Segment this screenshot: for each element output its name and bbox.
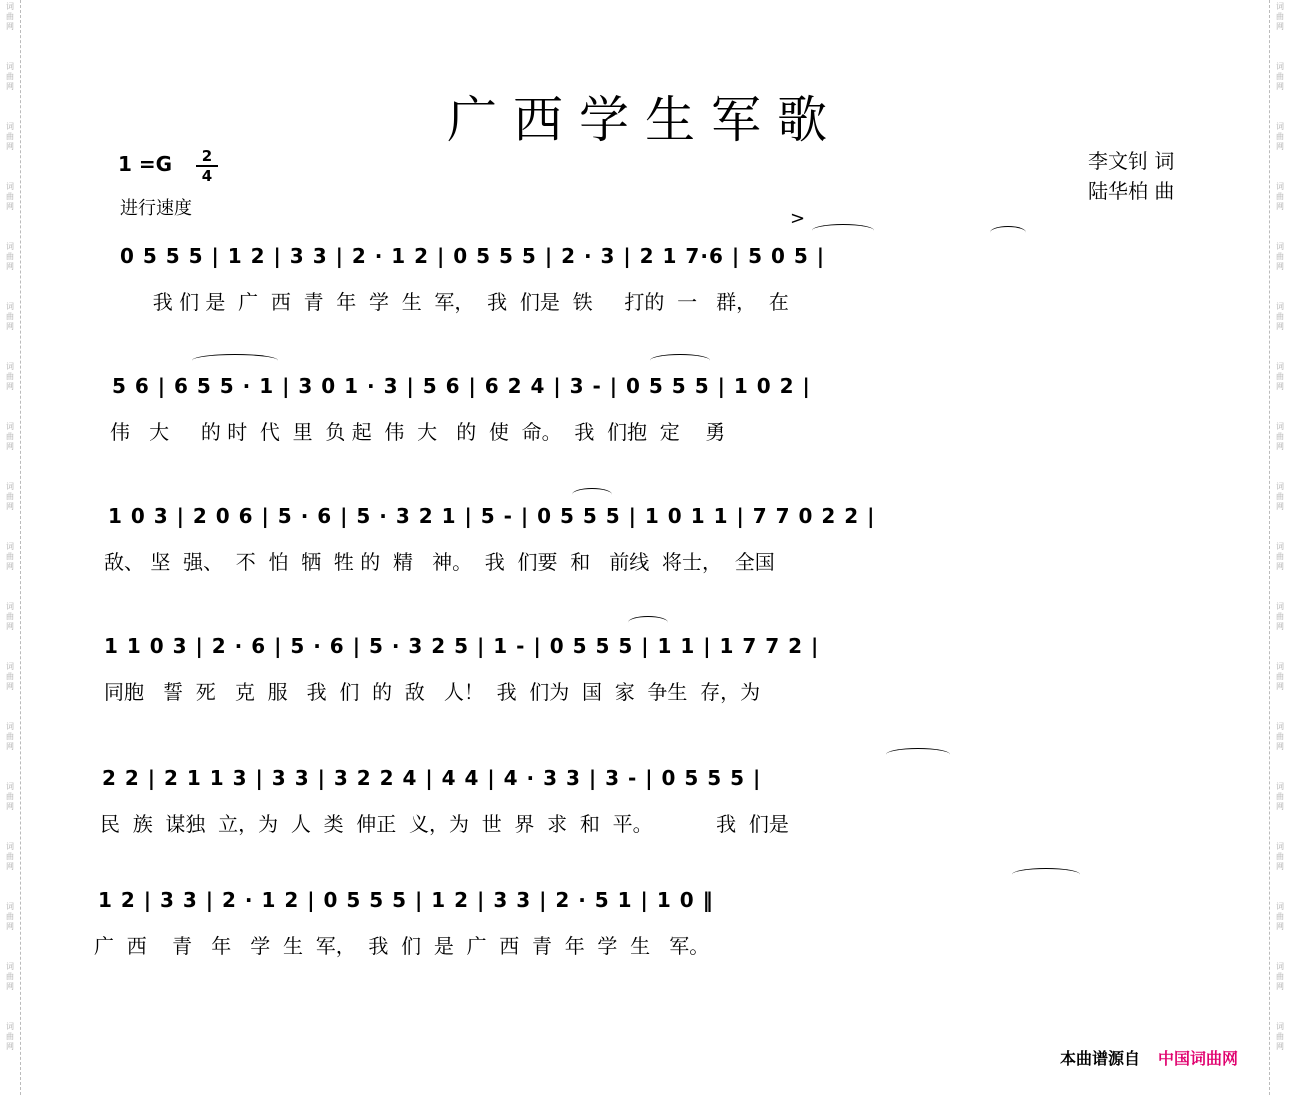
score-system-2 <box>0 366 1290 466</box>
source-brand-link[interactable]: 中国词曲网 <box>1158 1049 1239 1068</box>
watermark-text: 词 曲 网 <box>6 902 14 931</box>
lyrics-line-2: 伟 大 的 时 代 里 负 起 伟 大 的 使 命。 我 们抱 定 勇 <box>110 420 726 444</box>
slur-mark <box>1012 868 1080 881</box>
key-signature: 1 =G <box>118 152 173 176</box>
lyrics-line-4: 同胞 誓 死 克 服 我 们 的 敌 人！ 我 们为 国 家 争生 存，为 <box>104 680 761 704</box>
watermark-text: 词 曲 网 <box>6 302 14 331</box>
watermark-text: 词 曲 网 <box>1276 662 1284 691</box>
notation-line-4: 1 1 0 3 | 2 · 6 | 5 · 6 | 5 · 3 2 5 | 1 - | 0 5 5 5 | 1 1 | 1 7 7 2 | <box>104 634 820 658</box>
watermark-text: 词 曲 网 <box>6 722 14 751</box>
watermark-text: 词 曲 网 <box>1276 422 1284 451</box>
watermark-text: 词 曲 网 <box>6 962 14 991</box>
watermark-text: 词 曲 网 <box>6 782 14 811</box>
watermark-text: 词 曲 网 <box>1276 1022 1284 1051</box>
watermark-text: 词 曲 网 <box>1276 542 1284 571</box>
time-signature-top: 2 <box>201 147 213 165</box>
watermark-text: 词 曲 网 <box>6 662 14 691</box>
lyrics-line-5: 民 族 谋独 立，为 人 类 伸正 义，为 世 界 求 和 平。 我 们是 <box>100 812 789 836</box>
watermark-text: 词 曲 网 <box>1276 362 1284 391</box>
watermark-text: 词 曲 网 <box>1276 962 1284 991</box>
notation-line-1: 0 5 5 5 | 1 2 | 3 3 | 2 · 1 2 | 0 5 5 5 | 2 · 3 | 2 1 7·6 | 5 0 5 | <box>120 244 826 268</box>
slur-mark <box>650 354 710 367</box>
score-system-5 <box>0 758 1290 858</box>
score-system-1 <box>0 236 1290 336</box>
watermark-text: 词 曲 网 <box>6 422 14 451</box>
watermark-text: 词 曲 网 <box>1276 62 1284 91</box>
accent-mark: > <box>790 208 806 229</box>
watermark-text: 词 曲 网 <box>6 242 14 271</box>
watermark-text: 词 曲 网 <box>1276 482 1284 511</box>
notation-line-3: 1 0 3 | 2 0 6 | 5 · 6 | 5 · 3 2 1 | 5 - | 0 5 5 5 | 1 0 1 1 | 7 7 0 2 2 | <box>108 504 876 528</box>
tempo-marking: 进行速度 <box>120 198 192 219</box>
watermark-text: 词 曲 网 <box>1276 602 1284 631</box>
song-title: 广西学生军歌 <box>447 91 843 149</box>
lyrics-line-6: 广 西 青 年 学 生 军， 我 们 是 广 西 青 年 学 生 军。 <box>94 934 710 958</box>
watermark-text: 词 曲 网 <box>1276 122 1284 151</box>
score-system-4 <box>0 626 1290 726</box>
watermark-text: 词 曲 网 <box>6 842 14 871</box>
slur-mark <box>990 226 1026 239</box>
watermark-text: 词 曲 网 <box>1276 2 1284 31</box>
watermark-text: 词 曲 网 <box>1276 182 1284 211</box>
lyricist-credit: 李文钊 词 <box>1088 149 1175 173</box>
notation-line-2: 5 6 | 6 5 5 · 1 | 3 0 1 · 3 | 5 6 | 6 2 4 | 3 - | 0 5 5 5 | 1 0 2 | <box>112 374 811 398</box>
watermark-text: 词 曲 网 <box>1276 302 1284 331</box>
notation-line-6: 1 2 | 3 3 | 2 · 1 2 | 0 5 5 5 | 1 2 | 3 3 | 2 · 5 1 | 1 0 ‖ <box>98 888 714 912</box>
watermark-text: 词 曲 网 <box>6 542 14 571</box>
slur-mark <box>628 616 668 629</box>
lyrics-line-3: 敌、 坚 强、 不 怕 牺 牲 的 精 神。 我 们要 和 前线 将士， 全国 <box>104 550 775 574</box>
notation-line-5: 2 2 | 2 1 1 3 | 3 3 | 3 2 2 4 | 4 4 | 4 · 3 3 | 3 - | 0 5 5 5 | <box>102 766 762 790</box>
score-system-6 <box>0 880 1290 980</box>
watermark-text: 词 曲 网 <box>6 2 14 31</box>
watermark-text: 词 曲 网 <box>6 1022 14 1051</box>
slur-mark <box>886 748 950 761</box>
watermark-text: 词 曲 网 <box>6 122 14 151</box>
score-system-3 <box>0 496 1290 596</box>
slur-mark <box>572 488 612 501</box>
source-credit <box>1060 1046 1238 1069</box>
time-signature <box>196 148 218 184</box>
watermark-text: 词 曲 网 <box>6 62 14 91</box>
lyrics-line-1: 我 们 是 广 西 青 年 学 生 军， 我 们是 铁 打的 一 群， 在 <box>140 290 789 314</box>
watermark-text: 词 曲 网 <box>1276 782 1284 811</box>
watermark-text: 词 曲 网 <box>1276 722 1284 751</box>
watermark-text: 词 曲 网 <box>1276 242 1284 271</box>
watermark-text: 词 曲 网 <box>6 182 14 211</box>
watermark-text: 词 曲 网 <box>6 482 14 511</box>
time-signature-bottom: 4 <box>201 167 213 185</box>
watermark-text: 词 曲 网 <box>1276 842 1284 871</box>
watermark-text: 词 曲 网 <box>6 602 14 631</box>
slur-mark <box>192 354 278 367</box>
composer-credit: 陆华柏 曲 <box>1088 179 1175 203</box>
source-prefix: 本曲谱源自 <box>1060 1049 1141 1068</box>
watermark-text: 词 曲 网 <box>1276 902 1284 931</box>
slur-mark <box>812 224 874 237</box>
watermark-text: 词 曲 网 <box>6 362 14 391</box>
